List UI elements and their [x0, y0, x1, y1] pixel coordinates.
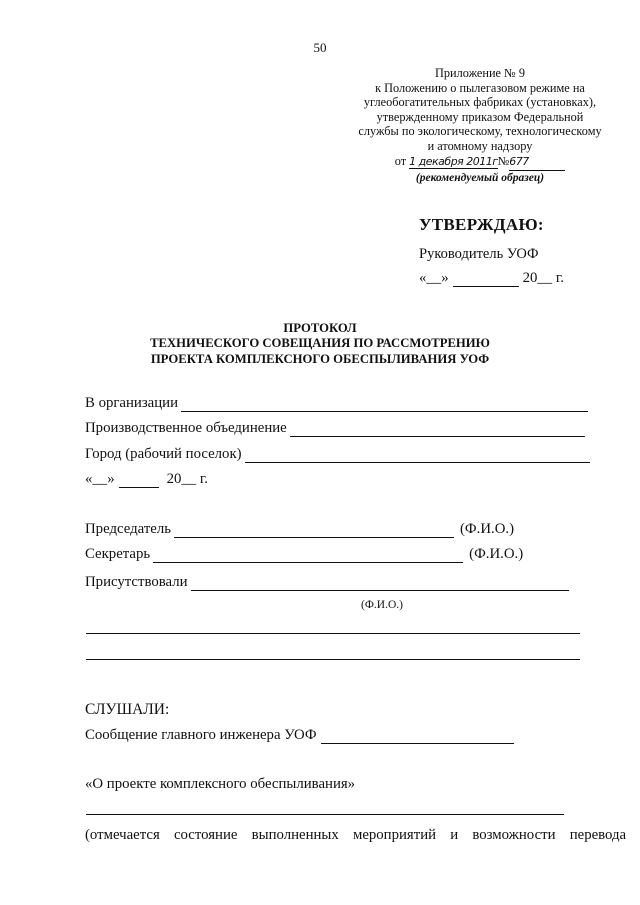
secretary-label: Секретарь [85, 546, 151, 562]
approval-date-year: 20__ г. [522, 270, 564, 286]
protocol-month-blank [119, 472, 159, 488]
heard-topic: «О проекте комплексного обеспыливания» [85, 776, 356, 792]
date-prefix: от [394, 154, 407, 168]
appendix-line: и атомному надзору [427, 138, 533, 153]
chairman-label: Председатель [85, 521, 171, 537]
topic-blank-line [86, 814, 564, 815]
heard-message-label: Сообщение главного инженера УОФ [85, 727, 317, 743]
heard-heading: СЛУШАЛИ: [85, 701, 170, 718]
handwritten-number: 677 [509, 155, 565, 171]
present-blank [191, 575, 569, 591]
protocol-date-row [85, 471, 208, 488]
heard-message-blank [321, 728, 514, 744]
appendix-line: утвержденному приказом Федеральной [376, 109, 584, 124]
secretary-blank [153, 547, 463, 563]
city-field [85, 446, 590, 463]
approval-heading: УТВЕРЖДАЮ: [419, 215, 544, 234]
chairman-field [85, 521, 514, 538]
city-label: Город (рабочий поселок) [85, 446, 242, 462]
handwritten-date: 1 декабря 2011г [409, 155, 498, 168]
protocol-date-day: «__» [85, 471, 115, 487]
secretary-fio: (Ф.И.О.) [469, 546, 524, 562]
appendix-block [310, 66, 640, 185]
organization-blank [181, 396, 588, 412]
secretary-field [85, 546, 523, 563]
appendix-line: к Положению о пылегазовом режиме на [375, 80, 585, 95]
appendix-line: углеобогатительных фабриках (установках), [363, 95, 597, 109]
protocol-date-year: 20__ г. [166, 471, 208, 487]
heard-note: (отмечается состояние выполненных мероприятий и возможности перевода [85, 827, 627, 843]
appendix-line: службы по экологическому, технологическому [358, 124, 602, 138]
organization-field [85, 395, 588, 412]
title-line: ПРОЕКТА КОМПЛЕКСНОГО ОБЕСПЫЛИВАНИЯ УОФ [150, 351, 490, 366]
chairman-fio: (Ф.И.О.) [460, 521, 515, 537]
approval-month-blank [453, 271, 519, 287]
association-field [85, 420, 585, 437]
title-line: ПРОТОКОЛ [283, 321, 357, 335]
city-blank [245, 447, 590, 463]
protocol-title [0, 321, 640, 367]
title-line: ТЕХНИЧЕСКОГО СОВЕЩАНИЯ ПО РАССМОТРЕНИЮ [150, 336, 490, 351]
chairman-blank [174, 522, 454, 538]
number-prefix: № [497, 154, 510, 168]
association-label: Производственное объединение [85, 420, 287, 436]
present-field [85, 574, 569, 591]
present-extra-line [86, 633, 580, 634]
present-fio-hint: (Ф.И.О.) [361, 599, 403, 611]
present-label: Присутствовали [85, 574, 188, 590]
approval-position: Руководитель УОФ [419, 246, 539, 262]
present-extra-line [86, 659, 580, 660]
approval-date-row [419, 270, 564, 287]
heard-message-field [85, 727, 514, 744]
approval-date-day: «__» [419, 270, 449, 286]
page-number: 50 [313, 40, 327, 55]
appendix-date-row [310, 154, 640, 171]
appendix-title: Приложение № 9 [434, 66, 526, 80]
recommended-sample-note: (рекомендуемый образец) [415, 171, 545, 184]
association-blank [290, 421, 585, 437]
organization-label: В организации [85, 395, 179, 411]
